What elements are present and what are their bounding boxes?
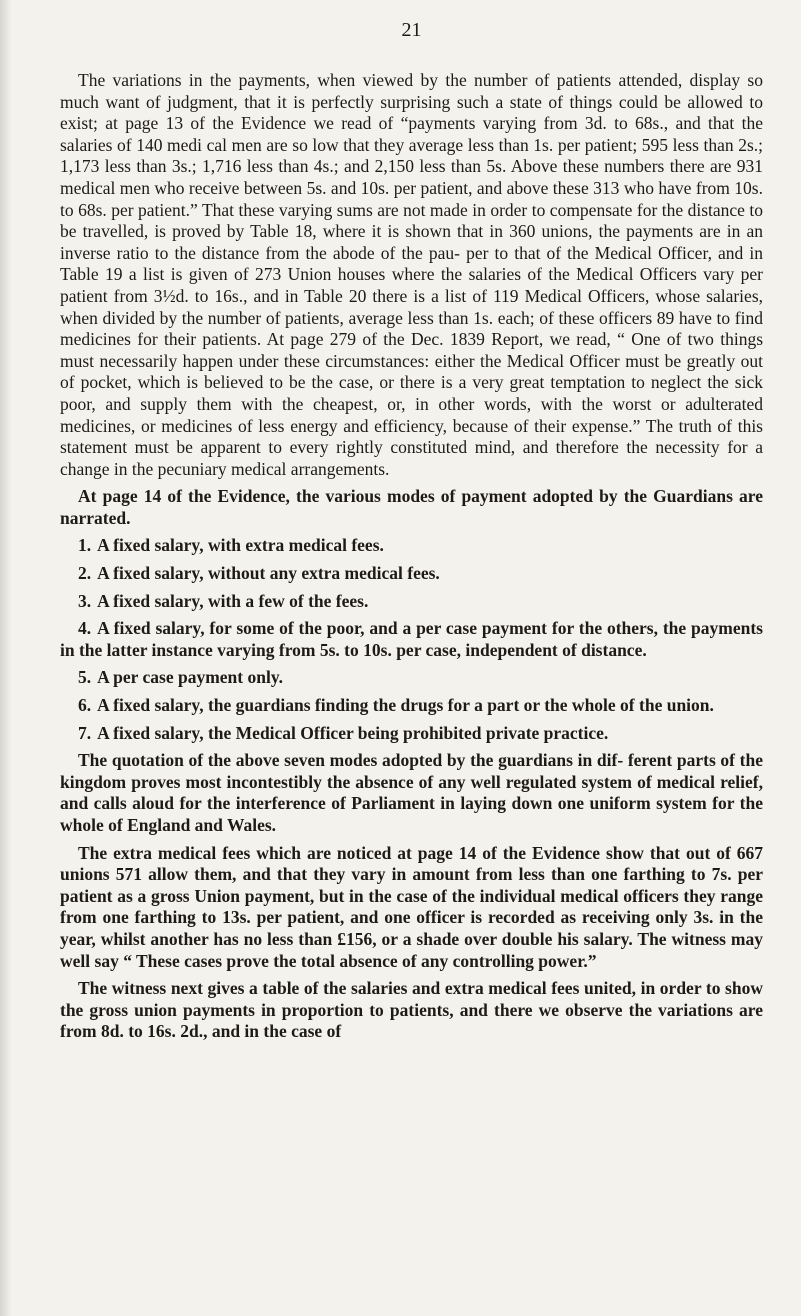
mode-item-number: 4. [78, 618, 92, 639]
mode-item-number: 2. [78, 563, 92, 584]
paragraph-salaries-table: The witness next gives a table of the salaries and extra medical fees united, in order to show the gross union payments in proportion to patients, and there we observe the variations are from 8d. to 16s. 2d., and in the case of [60, 978, 763, 1042]
mode-item-text: A fixed salary, without any extra medical fees. [97, 563, 440, 584]
mode-item-4 [60, 618, 763, 661]
mode-item-1 [60, 535, 763, 557]
paragraph-payment-variations: The variations in the payments, when viewed by the number of patients attended, display so much want of judgment, that it is perfectly surprising such a state of things could be allowed to exist; at page 13 of the Evidence we read of “payments varying from 3d. to 68s., and that the salaries of 140 medi cal men are so low that they average less than 1s. per patient; 595 less than 2s.; 1,173 less than 3s.; 1,716 less than 4s.; and 2,150 less than 5s. Above these numbers there are 931 medical men who receive between 5s. and 10s. per patient, and above these 313 who have from 10s. to 68s. per patient.” That these varying sums are not made in order to compensate for the distance to be travelled, is proved by Table 18, where it is shown that in 360 unions, the payments are in an inverse ratio to the distance from the abode of the pau- per to that of the Medical Officer, and in Table 19 a list is given of 273 Union houses where the salaries of the Medical Officers vary per patient from 3½d. to 16s., and in Table 20 there is a list of 119 Medical Officers, whose salaries, when divided by the number of patients, average less than 1s. each; of these officers 89 have to find medicines for their patients. At page 279 of the Dec. 1839 Report, we read, “ One of two things must necessarily happen under these circumstances: either the Medical Officer must be greatly out of pocket, which is believed to be the case, or there is a very great temptation to neglect the sick poor, and supply them with the cheapest, or, in other words, with the worst or adulterated medicines, or medicines of less energy and efficiency, because of their expense.” The truth of this statement must be apparent to every rightly constituted mind, and therefore the necessity for a change in the pecuniary medical arrangements. [60, 70, 763, 479]
mode-item-text: A fixed salary, with a few of the fees. [97, 590, 369, 611]
mode-item-7 [60, 723, 763, 745]
paragraph-modes-intro: At page 14 of the Evidence, the various modes of payment adopted by the Guardians are narrated. [60, 486, 763, 528]
paragraph-seven-modes-conclusion: The quotation of the above seven modes adopted by the guardians in dif- ferent parts of the kingdom proves most incontestibly the absence of any well regulated system of medical relief, and calls aloud for the interference of Parliament in laying down one uniform system for the whole of England and Wales. [60, 750, 763, 835]
paragraph-extra-fees: The extra medical fees which are noticed at page 14 of the Evidence show that out of 667 unions 571 allow them, and that they vary in amount from less than one farthing to 7s. per patient as a gross Union payment, but in the case of the individual medical officers they range from one farthing to 13s. per patient, and one officer is recorded as receiving only 3s. in the year, whilst another has no less than £156, or a shade over double his salary. The witness may well say “ These cases prove the total absence of any controlling power.” [60, 842, 763, 971]
mode-item-5 [60, 667, 763, 689]
mode-item-text: A per case payment only. [97, 667, 283, 688]
mode-item-text: A fixed salary, the Medical Officer being prohibited private practice. [97, 722, 609, 743]
mode-item-text: A fixed salary, the guardians finding the drugs for a part or the whole of the union. [97, 695, 714, 716]
mode-item-text: A fixed salary, for some of the poor, and a per case payment for the others, the payments in the latter instance varying from 5s. to 10s. per case, independent of distance. [60, 618, 763, 660]
page-number: 21 [401, 19, 422, 41]
mode-item-number: 3. [78, 590, 92, 611]
mode-item-text: A fixed salary, with extra medical fees. [97, 535, 384, 556]
mode-item-number: 6. [78, 695, 92, 716]
mode-item-number: 5. [78, 667, 92, 688]
mode-item-number: 1. [78, 535, 92, 556]
mode-item-2 [60, 563, 763, 585]
mode-item-3 [60, 591, 763, 613]
mode-item-6 [60, 695, 763, 717]
mode-item-number: 7. [78, 722, 92, 743]
